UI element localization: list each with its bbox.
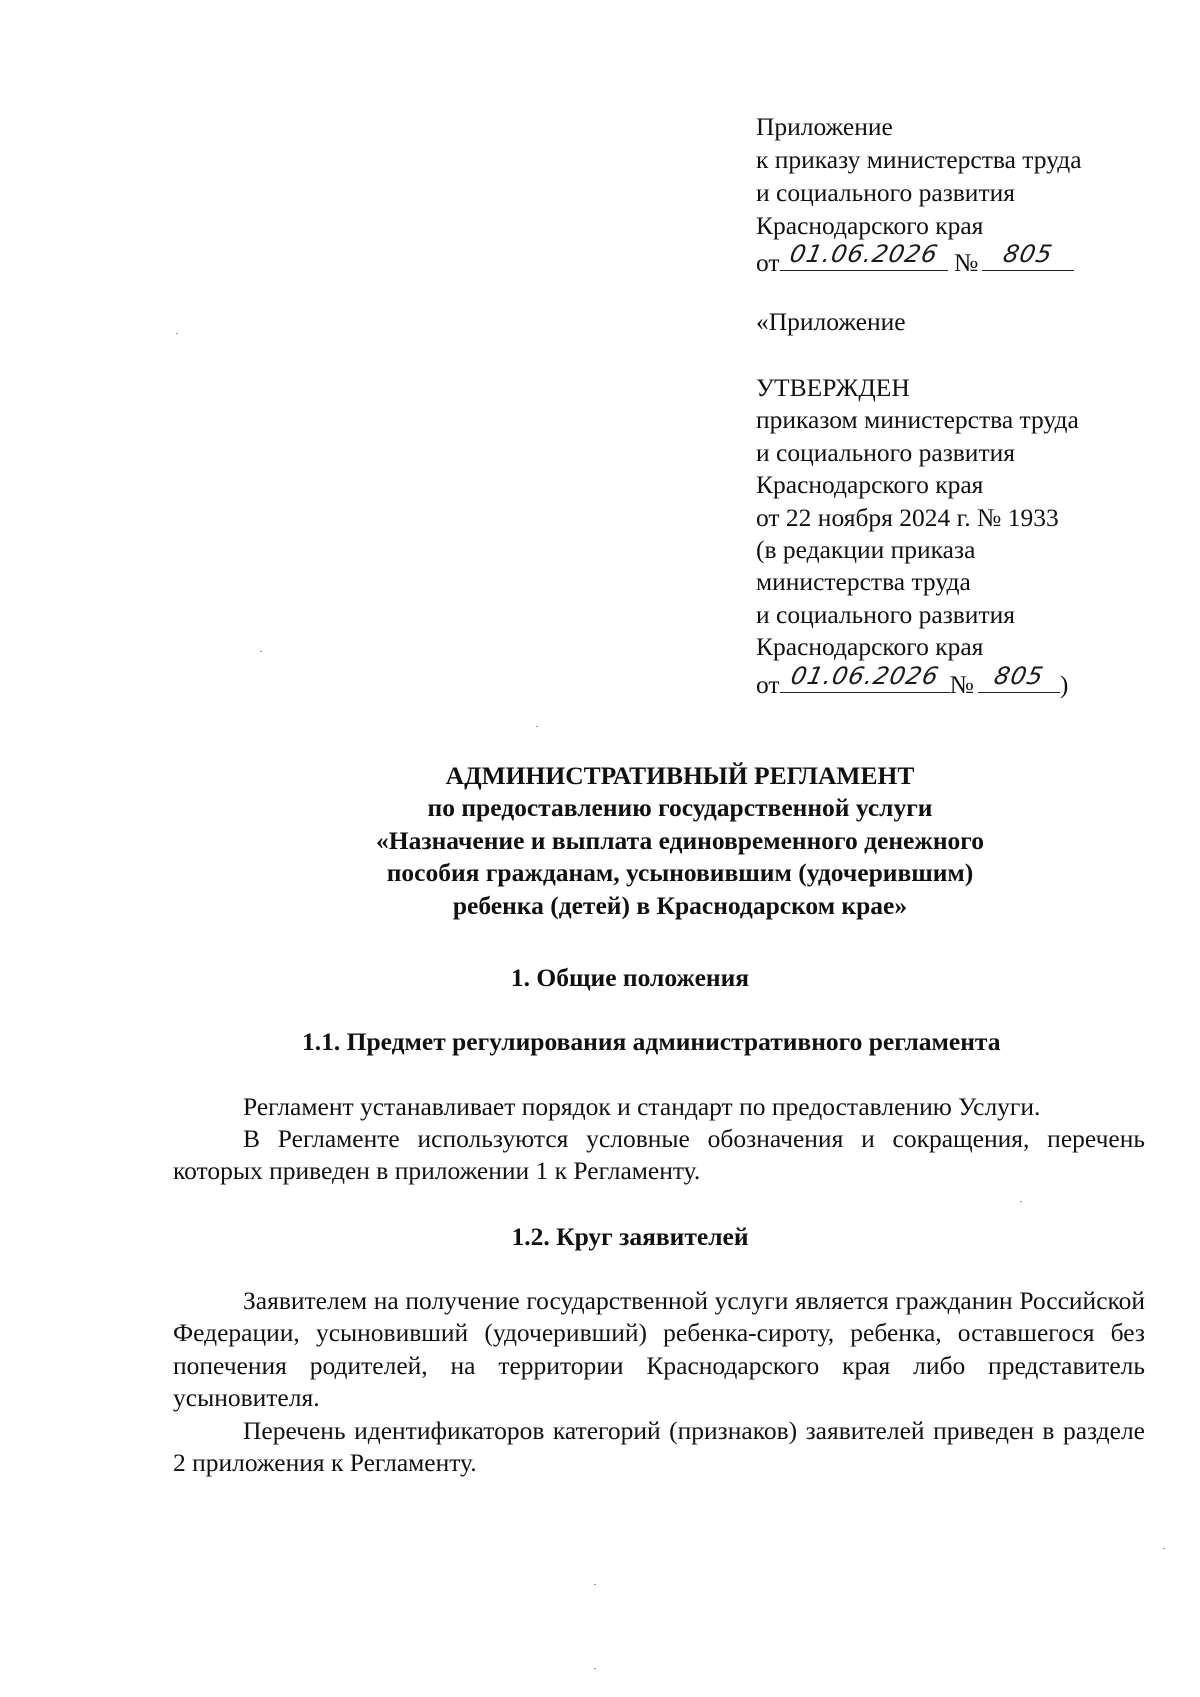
title-line: ребенка (детей) в Краснодарском крае» [452, 890, 908, 920]
handwritten-edition-number: 805 [978, 664, 1060, 693]
edition-date-line [756, 664, 1079, 701]
scan-speck [1163, 1548, 1165, 1549]
approved-line: и социального развития [756, 599, 1015, 629]
scan-speck [176, 333, 178, 334]
order-date-line [756, 242, 1082, 279]
attachment-line: Краснодарского края [756, 211, 984, 240]
attachment-line: Приложение [756, 112, 893, 141]
title-line: пособия гражданам, усыновившим (удочерившим) [386, 858, 974, 888]
paragraph-3: Заявителем на получение государственной услуги является гражданин Российской Федерации, усыновивший (удочеривший) ребенка-сироту, ребенка, оставшегося без попечения родителей, на территории Краснодарского края либо представитель усыновителя. [173, 1286, 1145, 1413]
approved-line: от 22 ноября 2024 г. № 1933 [756, 502, 1059, 532]
scan-speck [594, 1668, 596, 1669]
approved-line: Краснодарского края [756, 632, 984, 662]
section-heading-applicants: 1.2. Круг заявителей [511, 1222, 749, 1251]
paragraph-4: Перечень идентификаторов категорий (признаков) заявителей приведен в разделе 2 приложения к Регламенту. [173, 1416, 1145, 1478]
scan-speck [536, 726, 538, 727]
paragraph-1: Регламент устанавливает порядок и стандарт по предоставлению Услуги. [243, 1092, 1041, 1121]
attachment-line: к приказу министерства труда [756, 145, 1082, 174]
paragraph-2: В Регламенте используются условные обозначения и сокращения, перечень которых приведен в приложении 1 к Регламенту. [173, 1124, 1145, 1186]
quoted-attachment: «Приложение [756, 307, 906, 336]
handwritten-order-date: 01.06.2026 [780, 242, 948, 271]
order-prefix: от [756, 248, 780, 277]
edition-close: ) [1059, 669, 1069, 699]
edition-prefix: от [756, 669, 780, 699]
title-line: по предоставлению государственной услуги [427, 793, 933, 823]
document-title [300, 760, 1060, 922]
approved-line: министерства труда [756, 567, 971, 597]
approved-line: (в редакции приказа [756, 535, 976, 565]
attachment-header [756, 110, 1082, 279]
handwritten-order-number: 805 [982, 242, 1074, 271]
approved-line: приказом министерства труда [756, 405, 1079, 435]
section-heading-subject: 1.1. Предмет регулирования административного регламента [302, 1027, 1001, 1056]
handwritten-edition-date: 01.06.2026 [780, 664, 950, 693]
edition-number-sign: № [949, 669, 974, 699]
approved-line: Краснодарского края [756, 470, 984, 500]
scan-speck [260, 651, 262, 652]
attachment-line: и социального развития [756, 178, 1015, 207]
scan-speck [1020, 1201, 1022, 1202]
approved-label: УТВЕРЖДЕН [756, 373, 910, 402]
title-line: «Назначение и выплата единовременного денежного [376, 825, 984, 855]
scan-speck [594, 1584, 596, 1585]
number-sign: № [953, 248, 979, 277]
approval-block [756, 372, 1079, 701]
approved-line: и социального развития [756, 437, 1015, 467]
section-heading-general: 1. Общие положения [510, 963, 750, 992]
title-line: АДМИНИСТРАТИВНЫЙ РЕГЛАМЕНТ [445, 761, 915, 790]
